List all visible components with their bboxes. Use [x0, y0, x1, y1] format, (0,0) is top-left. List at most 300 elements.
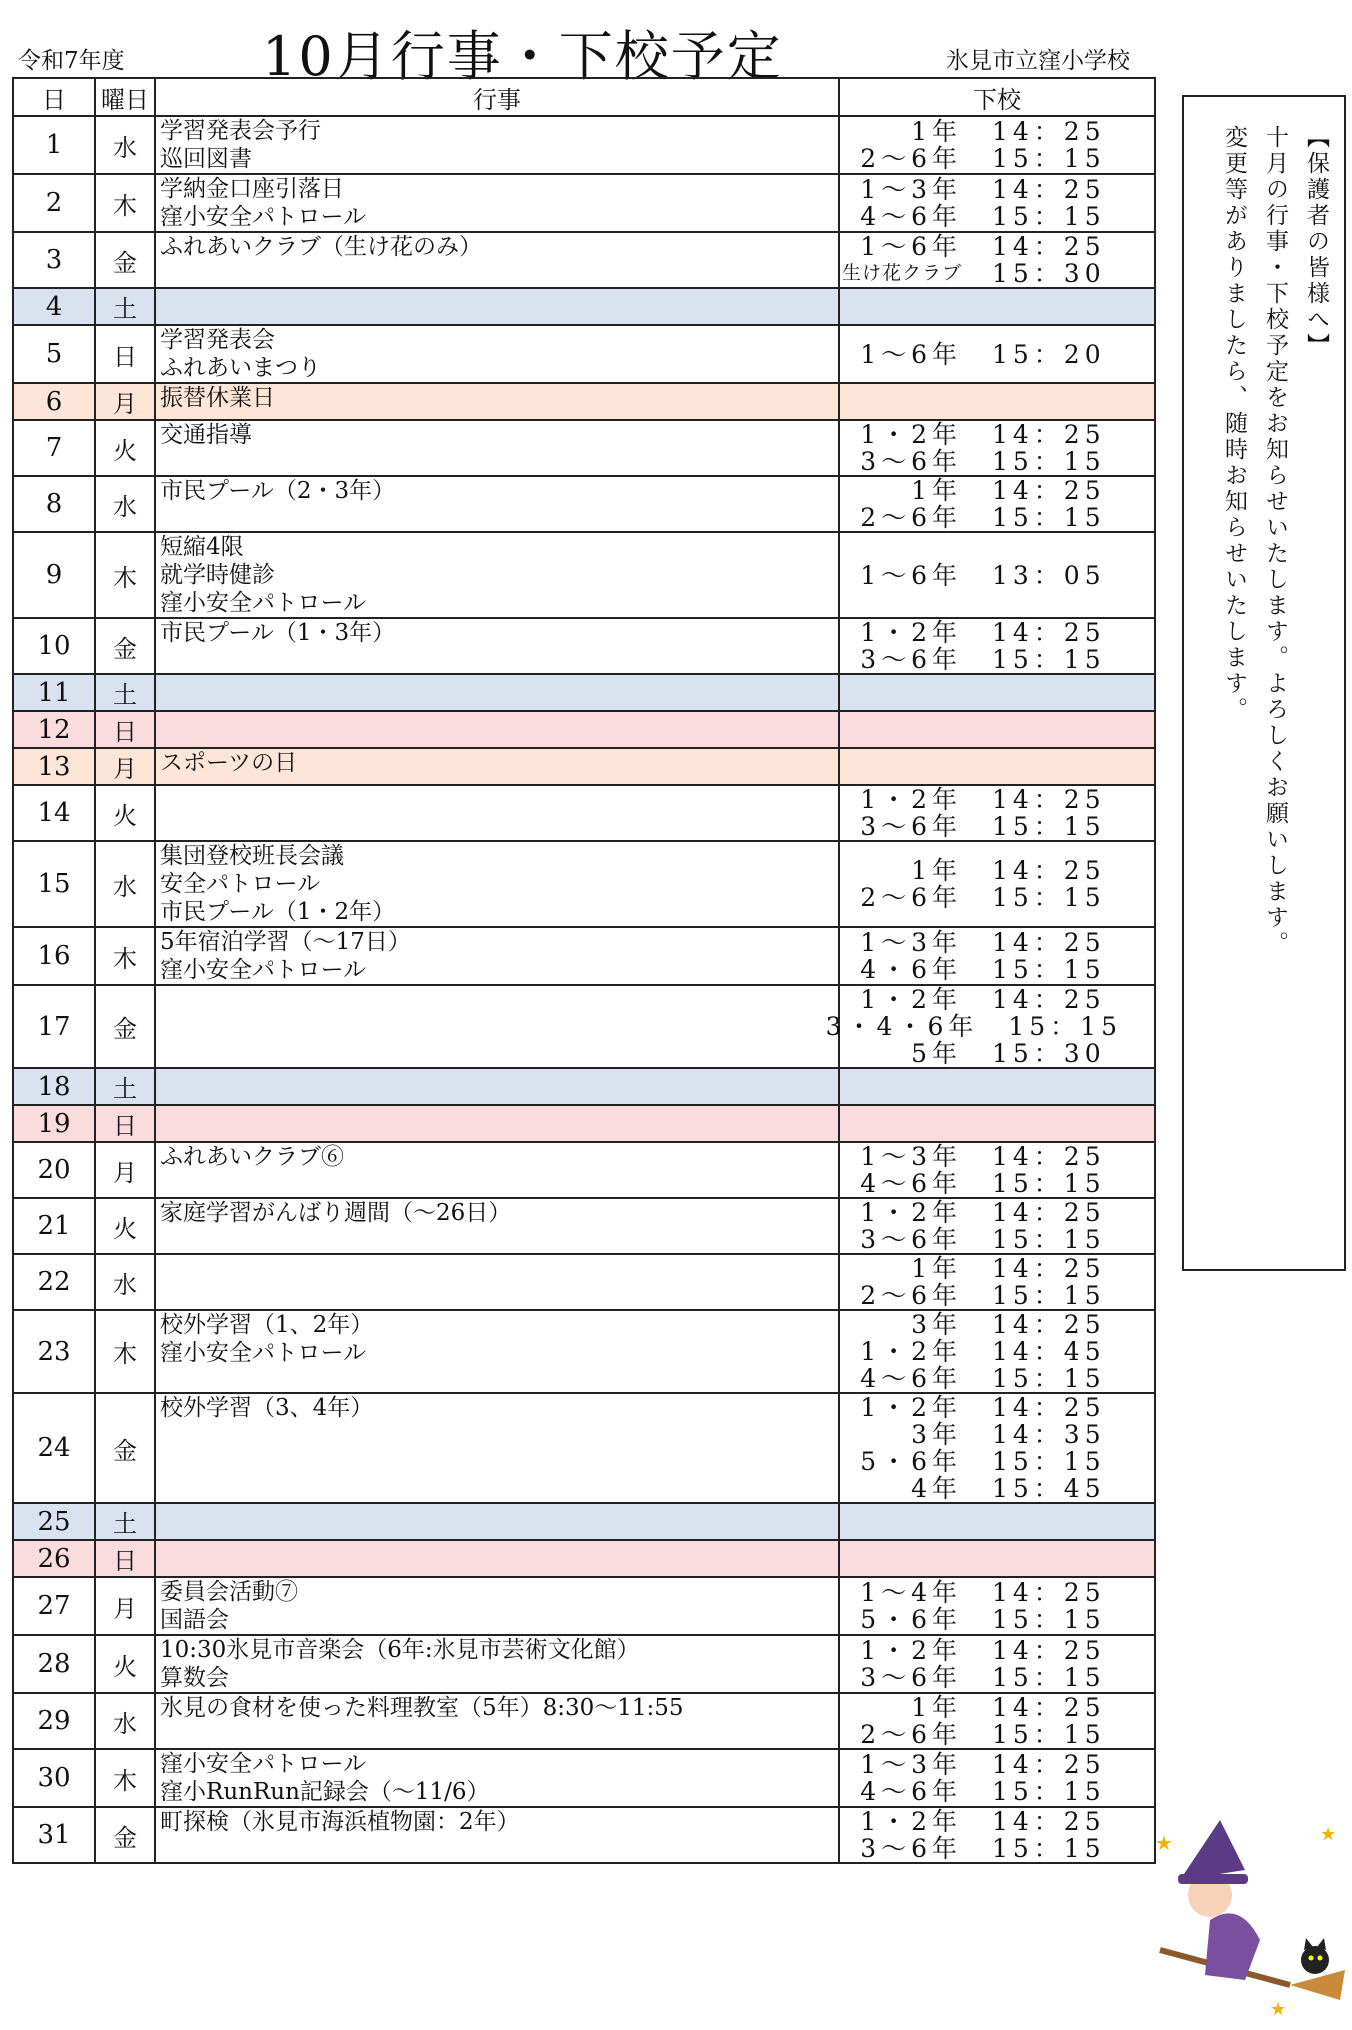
events-cell: [155, 1807, 839, 1863]
dismissal-time: 15：15: [992, 503, 1106, 532]
dismissal-time: 14：45: [992, 1337, 1106, 1366]
dismissal-line: [840, 1394, 1154, 1421]
table-row: [13, 232, 1155, 288]
grade-label: 1～3年: [860, 175, 962, 204]
dismissal-cell: [839, 1198, 1155, 1254]
day-cell: 11: [13, 674, 95, 711]
guardian-notice: [1182, 95, 1346, 1271]
event-item: 校外学習（3、4年）: [160, 1395, 374, 1421]
table-row: [13, 748, 1155, 785]
table-row: [13, 325, 1155, 383]
events-cell: [155, 420, 839, 476]
grade-label: 1年: [911, 476, 962, 505]
dismissal-time: 15：15: [992, 883, 1106, 912]
event-item: 委員会活動⑦: [160, 1579, 298, 1605]
table-row: [13, 1749, 1155, 1807]
grade-label: 2～6年: [860, 1720, 962, 1749]
weekday-cell: 金: [95, 985, 155, 1068]
events-cell: [155, 1068, 839, 1105]
events-cell: [155, 1693, 839, 1749]
dismissal-cell: [839, 1693, 1155, 1749]
table-row: [13, 618, 1155, 674]
event-item: ふれあいクラブ⑥: [160, 1144, 344, 1170]
event-item: 就学時健診: [160, 562, 275, 588]
weekday-cell: 火: [95, 1635, 155, 1693]
grade-label: 生け花クラブ: [841, 262, 962, 284]
event-item: 窪小安全パトロール: [160, 204, 367, 230]
event-item: 安全パトロール: [160, 871, 321, 897]
weekday-cell: 水: [95, 116, 155, 174]
dismissal-cell: [839, 420, 1155, 476]
dismissal-line: [840, 1448, 1154, 1475]
day-cell: 18: [13, 1068, 95, 1105]
grade-label: 2～6年: [860, 883, 962, 912]
day-cell: 24: [13, 1393, 95, 1503]
day-cell: 28: [13, 1635, 95, 1693]
page-title: 10月行事・下校予定: [262, 25, 783, 88]
dismissal-time: 14：35: [992, 1420, 1106, 1449]
weekday-cell: 金: [95, 618, 155, 674]
day-cell: 29: [13, 1693, 95, 1749]
event-item: 窪小RunRun記録会（～11/6）: [160, 1779, 490, 1805]
dismissal-time: 15：15: [992, 1720, 1106, 1749]
svg-text:★: ★: [1270, 1999, 1287, 2020]
dismissal-line: [840, 1579, 1154, 1606]
grade-label: 1年: [911, 856, 962, 885]
dismissal-cell: [839, 174, 1155, 232]
grade-label: 2～6年: [860, 503, 962, 532]
dismissal-time: 15：15: [992, 1364, 1106, 1393]
event-item: 市民プール（1・3年）: [160, 620, 396, 646]
dismissal-line: [840, 1751, 1154, 1778]
events-cell: [155, 748, 839, 785]
dismissal-line: [840, 477, 1154, 504]
table-row: [13, 174, 1155, 232]
day-cell: 4: [13, 288, 95, 325]
table-row: [13, 288, 1155, 325]
table-row: [13, 476, 1155, 532]
table-row: [13, 1198, 1155, 1254]
dismissal-line: [840, 929, 1154, 956]
table-row: [13, 985, 1155, 1068]
day-cell: 31: [13, 1807, 95, 1863]
event-item: 巡回図書: [160, 146, 252, 172]
weekday-cell: 金: [95, 1393, 155, 1503]
dismissal-time: 15：15: [992, 955, 1106, 984]
dismissal-line: [840, 1637, 1154, 1664]
table-row: [13, 1635, 1155, 1693]
day-cell: 3: [13, 232, 95, 288]
dismissal-cell: [839, 1749, 1155, 1807]
grade-label: 3～6年: [860, 812, 962, 841]
day-cell: 13: [13, 748, 95, 785]
dismissal-line: [840, 233, 1154, 260]
event-item: 校外学習（1、2年）: [160, 1312, 374, 1338]
grade-label: 1・2年: [860, 985, 962, 1014]
dismissal-cell: [839, 618, 1155, 674]
day-cell: 2: [13, 174, 95, 232]
dismissal-time: 15：15: [992, 1605, 1106, 1634]
dismissal-line: [840, 857, 1154, 884]
grade-label: 3～6年: [860, 1663, 962, 1692]
grade-label: 1～6年: [860, 232, 962, 261]
dismissal-cell: [839, 785, 1155, 841]
weekday-cell: 金: [95, 1807, 155, 1863]
grade-label: 4～6年: [860, 202, 962, 231]
dismissal-cell: [839, 288, 1155, 325]
grade-label: 3～6年: [860, 447, 962, 476]
dismissal-cell: [825, 985, 1155, 1068]
dismissal-time: 15：15: [992, 645, 1106, 674]
day-cell: 7: [13, 420, 95, 476]
events-cell: [155, 1393, 839, 1503]
dismissal-time: 15：15: [1008, 1012, 1122, 1041]
weekday-cell: 水: [95, 476, 155, 532]
weekday-cell: 日: [95, 1540, 155, 1577]
event-item: 窪小安全パトロール: [160, 1340, 367, 1366]
weekday-cell: 土: [95, 1068, 155, 1105]
day-cell: 5: [13, 325, 95, 383]
dismissal-time: 14：25: [992, 175, 1106, 204]
events-cell: [155, 1198, 839, 1254]
grade-label: 1・2年: [860, 1636, 962, 1665]
dismissal-line: [840, 203, 1154, 230]
dismissal-time: 15：15: [992, 144, 1106, 173]
event-item: ふれあいまつり: [160, 355, 321, 381]
events-cell: [155, 1254, 839, 1310]
dismissal-cell: [839, 711, 1155, 748]
dismissal-time: 15：15: [992, 1225, 1106, 1254]
dismissal-cell: [839, 1105, 1155, 1142]
event-item: 窪小安全パトロール: [160, 957, 367, 983]
table-row: [13, 1310, 1155, 1393]
grade-label: 1・2年: [860, 420, 962, 449]
dismissal-cell: [839, 1393, 1155, 1503]
event-item: 町探検（氷見市海浜植物園：2年）: [160, 1809, 520, 1835]
dismissal-time: 14：25: [992, 1807, 1106, 1836]
dismissal-time: 14：25: [992, 928, 1106, 957]
weekday-cell: 日: [95, 325, 155, 383]
table-row: [13, 1105, 1155, 1142]
grade-label: 1年: [911, 1254, 962, 1283]
grade-label: 5・6年: [860, 1605, 962, 1634]
dismissal-cell: [839, 748, 1155, 785]
day-cell: 16: [13, 927, 95, 985]
svg-text:★: ★: [1155, 1831, 1173, 1855]
grade-label: 1・2年: [860, 1337, 962, 1366]
weekday-cell: 木: [95, 532, 155, 618]
dismissal-cell: [839, 1310, 1155, 1393]
dismissal-cell: [839, 116, 1155, 174]
weekday-cell: 金: [95, 232, 155, 288]
dismissal-time: 15：15: [992, 812, 1106, 841]
events-cell: [155, 1540, 839, 1577]
weekday-cell: 火: [95, 785, 155, 841]
table-row: [13, 1068, 1155, 1105]
dismissal-cell: [839, 476, 1155, 532]
grade-label: 4～6年: [860, 1777, 962, 1806]
table-row: [13, 1503, 1155, 1540]
events-cell: [155, 1105, 839, 1142]
dismissal-line: [840, 646, 1154, 673]
dismissal-cell: [839, 325, 1155, 383]
events-cell: [155, 674, 839, 711]
dismissal-line: [840, 1721, 1154, 1748]
grade-label: 1～6年: [860, 339, 962, 369]
dismissal-cell: [839, 383, 1155, 420]
event-item: 学習発表会: [160, 327, 275, 353]
dismissal-line: [840, 421, 1154, 448]
dismissal-time: 14：25: [992, 785, 1106, 814]
table-row: [13, 1540, 1155, 1577]
dismissal-line: [840, 1040, 1154, 1067]
dismissal-line: [840, 619, 1154, 646]
dismissal-time: 14：25: [992, 1636, 1106, 1665]
table-row: [13, 711, 1155, 748]
table-row: [13, 1693, 1155, 1749]
dismissal-time: 14：25: [992, 1198, 1106, 1227]
day-cell: 19: [13, 1105, 95, 1142]
weekday-cell: 火: [95, 1198, 155, 1254]
dismissal-line: [840, 1226, 1154, 1253]
events-cell: [155, 232, 839, 288]
event-item: 市民プール（2・3年）: [160, 478, 396, 504]
table-row: [13, 1807, 1155, 1863]
dismissal-line: [840, 1311, 1154, 1338]
dismissal-time: 14：25: [992, 985, 1106, 1014]
notice-line-2: 変更等がありましたら、随時お知らせいたします。: [1221, 125, 1247, 723]
day-cell: 1: [13, 116, 95, 174]
grade-label: 1・2年: [860, 1393, 962, 1422]
day-cell: 12: [13, 711, 95, 748]
event-item: 窪小安全パトロール: [160, 590, 367, 616]
table-row: [13, 532, 1155, 618]
grade-label: 3～6年: [860, 1834, 962, 1863]
grade-label: 3年: [911, 1420, 962, 1449]
dismissal-line: [840, 1170, 1154, 1197]
dismissal-time: 14：25: [992, 232, 1106, 261]
weekday-cell: 日: [95, 711, 155, 748]
dismissal-cell: [839, 1577, 1155, 1635]
grade-label: 1・2年: [860, 785, 962, 814]
dismissal-line: [840, 145, 1154, 172]
event-item: 国語会: [160, 1607, 229, 1633]
dismissal-time: 14：25: [992, 476, 1106, 505]
dismissal-time: 14：25: [992, 1310, 1106, 1339]
grade-label: 4～6年: [860, 1364, 962, 1393]
day-cell: 27: [13, 1577, 95, 1635]
dismissal-line: [840, 1365, 1154, 1392]
schedule-table: [12, 77, 1156, 1864]
dismissal-line: [840, 448, 1154, 475]
svg-text:★: ★: [1320, 1824, 1337, 1845]
dismissal-line: [840, 1143, 1154, 1170]
weekday-cell: 水: [95, 841, 155, 927]
events-cell: [155, 1749, 839, 1807]
event-item: 10:30氷見市音楽会（6年:氷見市芸術文化館）: [160, 1637, 640, 1663]
dismissal-time: 14：25: [992, 1578, 1106, 1607]
event-item: 交通指導: [160, 422, 252, 448]
events-cell: [155, 1503, 839, 1540]
weekday-cell: 月: [95, 1142, 155, 1198]
weekday-cell: 日: [95, 1105, 155, 1142]
dismissal-cell: [839, 674, 1155, 711]
event-item: 氷見の食材を使った料理教室（5年）8:30～11:55: [160, 1695, 684, 1721]
events-cell: [155, 927, 839, 985]
dismissal-time: 15：15: [992, 202, 1106, 231]
dismissal-time: 15：15: [992, 1169, 1106, 1198]
events-cell: [155, 1310, 839, 1393]
event-item: 家庭学習がんばり週間（～26日）: [160, 1200, 512, 1226]
grade-label: 1・2年: [860, 1807, 962, 1836]
table-row: [13, 1254, 1155, 1310]
grade-label: 3年: [911, 1310, 962, 1339]
dismissal-time: 15：30: [992, 259, 1106, 288]
dismissal-line: [840, 1664, 1154, 1691]
witch-on-broom-with-cat-icon: [1150, 1800, 1350, 2020]
dismissal-cell: [839, 1503, 1155, 1540]
event-item: 5年宿泊学習（～17日）: [160, 929, 411, 955]
dismissal-time: 14：25: [992, 1254, 1106, 1283]
grade-label: 5・6年: [860, 1447, 962, 1476]
weekday-cell: 水: [95, 1693, 155, 1749]
dismissal-line: [840, 1778, 1154, 1805]
dismissal-cell: [839, 1142, 1155, 1198]
dismissal-line: [840, 1282, 1154, 1309]
grade-label: 1～3年: [860, 1750, 962, 1779]
events-cell: [155, 985, 839, 1068]
day-cell: 26: [13, 1540, 95, 1577]
column-header-dismissal: 下校: [839, 78, 1155, 116]
weekday-cell: 木: [95, 174, 155, 232]
events-cell: [155, 288, 839, 325]
dismissal-time: 15：15: [992, 1281, 1106, 1310]
dismissal-time: 14：25: [992, 117, 1106, 146]
events-cell: [155, 711, 839, 748]
dismissal-time: 15：20: [992, 339, 1106, 369]
dismissal-time: 15：45: [992, 1474, 1106, 1503]
dismissal-time: 14：25: [992, 1693, 1106, 1722]
events-cell: [155, 476, 839, 532]
table-row: [13, 1577, 1155, 1635]
grade-label: 1年: [911, 1693, 962, 1722]
day-cell: 25: [13, 1503, 95, 1540]
day-cell: 17: [13, 985, 95, 1068]
day-cell: 21: [13, 1198, 95, 1254]
weekday-cell: 月: [95, 748, 155, 785]
grade-label: 1・2年: [860, 1198, 962, 1227]
dismissal-time: 15：15: [992, 1663, 1106, 1692]
events-cell: [155, 116, 839, 174]
weekday-cell: 水: [95, 1254, 155, 1310]
dismissal-cell: [839, 841, 1155, 927]
weekday-cell: 木: [95, 1310, 155, 1393]
dismissal-cell: [839, 1068, 1155, 1105]
weekday-cell: 土: [95, 674, 155, 711]
event-item: ふれあいクラブ（生け花のみ）: [160, 234, 482, 260]
day-cell: 10: [13, 618, 95, 674]
events-cell: [155, 325, 839, 383]
grade-label: 5年: [911, 1039, 962, 1068]
dismissal-line: [840, 1835, 1154, 1862]
event-item: 集団登校班長会議: [160, 843, 344, 869]
dismissal-line: [840, 562, 1154, 589]
grade-label: 4年: [911, 1474, 962, 1503]
dismissal-time: 14：25: [992, 420, 1106, 449]
day-cell: 14: [13, 785, 95, 841]
dismissal-line: [840, 176, 1154, 203]
dismissal-line: [840, 341, 1154, 368]
dismissal-line: [840, 956, 1154, 983]
dismissal-line: [840, 786, 1154, 813]
weekday-cell: 土: [95, 1503, 155, 1540]
dismissal-line: [840, 986, 1154, 1013]
grade-label: 1～4年: [860, 1578, 962, 1607]
dismissal-time: 14：25: [992, 618, 1106, 647]
table-row: [13, 1393, 1155, 1503]
day-cell: 9: [13, 532, 95, 618]
dismissal-line: [840, 1808, 1154, 1835]
school-name: 氷見市立窪小学校: [946, 48, 1130, 74]
table-row: [13, 383, 1155, 420]
dismissal-cell: [839, 1807, 1155, 1863]
events-cell: [155, 618, 839, 674]
day-cell: 15: [13, 841, 95, 927]
event-item: 振替休業日: [160, 385, 275, 411]
day-cell: 30: [13, 1749, 95, 1807]
events-cell: [155, 1142, 839, 1198]
dismissal-time: 15：15: [992, 1447, 1106, 1476]
weekday-cell: 月: [95, 1577, 155, 1635]
dismissal-cell: [839, 927, 1155, 985]
weekday-cell: 火: [95, 420, 155, 476]
grade-label: 1～3年: [860, 928, 962, 957]
dismissal-time: 14：25: [992, 1393, 1106, 1422]
column-header-events: 行事: [155, 78, 839, 116]
dismissal-cell: [839, 232, 1155, 288]
day-cell: 6: [13, 383, 95, 420]
events-cell: [155, 841, 839, 927]
column-header-dow: 曜日: [95, 78, 155, 116]
table-row: [13, 785, 1155, 841]
dismissal-time: 14：25: [992, 1750, 1106, 1779]
table-row: [13, 420, 1155, 476]
event-item: スポーツの日: [160, 750, 298, 776]
grade-label: 2～6年: [860, 1281, 962, 1310]
event-item: 学習発表会予行: [160, 118, 321, 144]
grade-label: 1～3年: [860, 1142, 962, 1171]
grade-label: 1年: [911, 117, 962, 146]
events-cell: [155, 1635, 839, 1693]
dismissal-cell: [839, 1635, 1155, 1693]
grade-label: 4・6年: [860, 955, 962, 984]
weekday-cell: 土: [95, 288, 155, 325]
events-cell: [155, 785, 839, 841]
table-row: [13, 1142, 1155, 1198]
dismissal-line: [840, 1475, 1154, 1502]
dismissal-time: 15：30: [992, 1039, 1106, 1068]
day-cell: 8: [13, 476, 95, 532]
dismissal-line: [840, 1338, 1154, 1365]
dismissal-time: 14：25: [992, 856, 1106, 885]
table-header-row: [13, 78, 1155, 116]
events-cell: [155, 532, 839, 618]
day-cell: 23: [13, 1310, 95, 1393]
grade-label: 4～6年: [860, 1169, 962, 1198]
dismissal-line: [840, 504, 1154, 531]
fiscal-year-label: 令和7年度: [18, 48, 125, 74]
table-row: [13, 927, 1155, 985]
